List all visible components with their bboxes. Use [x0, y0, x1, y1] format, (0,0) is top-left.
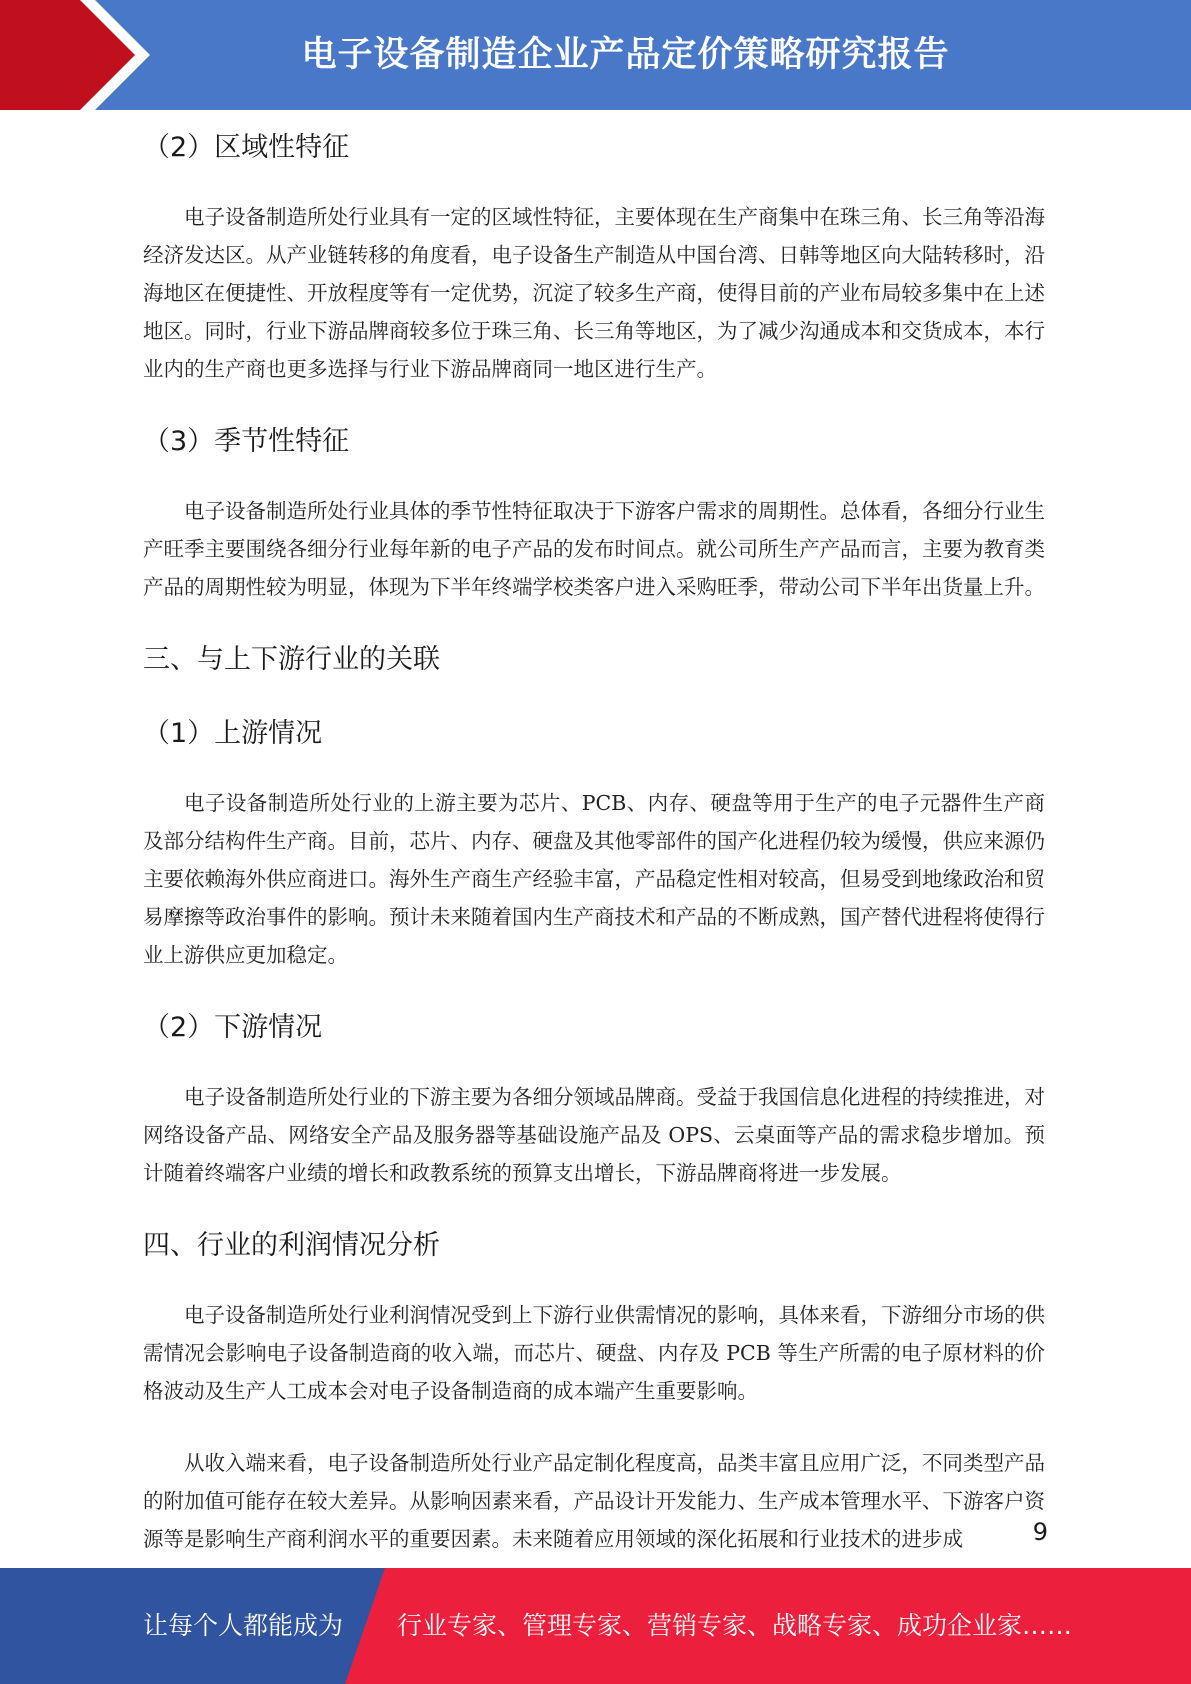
- footer-slogan-right: 行业专家、管理专家、营销专家、战略专家、成功企业家……: [397, 1611, 1073, 1640]
- page-footer: [0, 1568, 1191, 1684]
- footer-slogan-left: 让每个人都能成为: [143, 1611, 344, 1640]
- section-heading-upstream-downstream: 三、与上下游行业的关联: [143, 644, 440, 675]
- heading-regional-features: （2）区域性特征: [143, 132, 350, 163]
- section-heading-profit-analysis: 四、行业的利润情况分析: [143, 1230, 440, 1261]
- heading-downstream: （2）下游情况: [143, 1012, 323, 1043]
- page-number: 9: [1032, 1518, 1048, 1546]
- paragraph-upstream: 电子设备制造所处行业的上游主要为芯片、PCB、内存、硬盘等用于生产的电子元器件生产商及部分结构件生产商。目前，芯片、内存、硬盘及其他零部件的国产化进程仍较为缓慢，供应来源仍主要依赖海外供应商进口。海外生产商生产经验丰富，产品稳定性相对较高，但易受到地缘政治和贸易摩擦等政治事件的影响。预计未来随着国内生产商技术和产品的不断成熟，国产替代进程将使得行业上游供应更加稳定。: [143, 791, 1045, 967]
- paragraph-downstream: 电子设备制造所处行业的下游主要为各细分领域品牌商。受益于我国信息化进程的持续推进，对网络设备产品、网络安全产品及服务器等基础设施产品及 OPS、云桌面等产品的需求稳步增加。预计随着终端客户业绩的增长和政教系统的预算支出增长，下游品牌商将进一步发展。: [143, 1085, 1045, 1185]
- page-header: [0, 0, 1191, 110]
- paragraph-profit-analysis: 电子设备制造所处行业利润情况受到上下游行业供需情况的影响，具体来看，下游细分市场的供需情况会影响电子设备制造商的收入端，而芯片、硬盘、内存及 PCB 等生产所需的电子原材料的价格波动及生产人工成本会对电子设备制造商的成本端产生重要影响。: [143, 1303, 1045, 1403]
- paragraph-revenue-side: 从收入端来看，电子设备制造所处行业产品定制化程度高，品类丰富且应用广泛，不同类型产品的附加值可能存在较大差异。从影响因素来看，产品设计开发能力、生产成本管理水平、下游客户资源等是影响生产商利润水平的重要因素。未来随着应用领域的深化拓展和行业技术的进步成: [143, 1451, 1045, 1551]
- header-chevron-decoration: [0, 0, 150, 110]
- document-body: [143, 128, 1045, 1558]
- paragraph-regional-features: 电子设备制造所处行业具有一定的区域性特征，主要体现在生产商集中在珠三角、长三角等沿海经济发达区。从产业链转移的角度看，电子设备生产制造从中国台湾、日韩等地区向大陆转移时，沿海地区在便捷性、开放程度等有一定优势，沉淀了较多生产商，使得目前的产业布局较多集中在上述地区。同时，行业下游品牌商较多位于珠三角、长三角等地区，为了减少沟通成本和交货成本，本行业内的生产商也更多选择与行业下游品牌商同一地区进行生产。: [143, 205, 1045, 381]
- heading-seasonal-features: （3）季节性特征: [143, 426, 350, 457]
- report-title: 电子设备制造企业产品定价策略研究报告: [301, 35, 950, 75]
- paragraph-seasonal-features: 电子设备制造所处行业具体的季节性特征取决于下游客户需求的周期性。总体看，各细分行业生产旺季主要围绕各细分行业每年新的电子产品的发布时间点。就公司所生产产品而言，主要为教育类产品的周期性较为明显，体现为下半年终端学校类客户进入采购旺季，带动公司下半年出货量上升。: [143, 499, 1045, 599]
- heading-upstream: （1）上游情况: [143, 718, 323, 749]
